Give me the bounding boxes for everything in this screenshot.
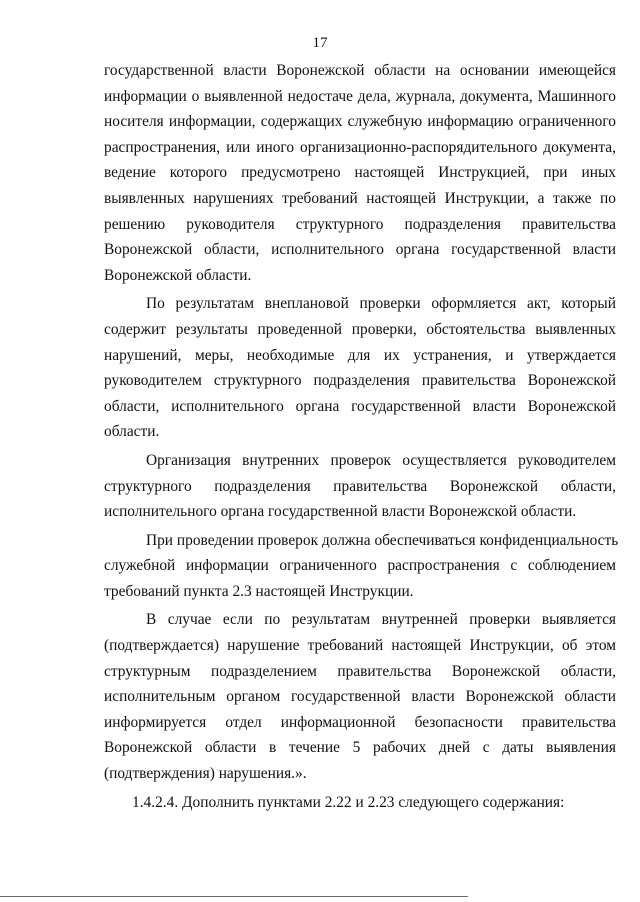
- page-number: 17: [312, 35, 328, 51]
- text-line: Организация внутренних проверок осуществляется руководителем: [146, 451, 616, 469]
- text-line: исполнительным органом государственной власти Воронежской области: [104, 688, 616, 706]
- text-line: (подтверждается) нарушение требований настоящей Инструкции, об этом: [104, 637, 616, 655]
- paragraph-continuation: [104, 58, 616, 288]
- paragraph-amendment: [104, 790, 616, 816]
- text-line: области.: [104, 423, 160, 441]
- text-line: решению руководителя структурного подразделения правительства: [104, 215, 616, 233]
- text-line: нарушений, меры, необходимые для их устранения, и утверждается: [104, 346, 616, 364]
- text-line: При проведении проверок должна обеспечиваться конфиденциальность: [146, 531, 619, 549]
- text-line: руководителем структурного подразделения правительства Воронежской: [104, 372, 616, 390]
- footer-divider: [0, 896, 468, 897]
- text-line: служебной информации ограниченного распространения с соблюдением: [104, 557, 616, 575]
- text-line: информируется отдел информационной безопасности правительства: [104, 713, 616, 731]
- text-line: структурного подразделения правительства Воронежской области,: [104, 477, 616, 495]
- document-body: [104, 58, 619, 815]
- text-line: информации о выявленной недостаче дела, журнала, документа, Машинного: [104, 87, 616, 105]
- paragraph-organization: [104, 448, 616, 525]
- text-line: Воронежской области, исполнительного органа государственной власти: [104, 241, 616, 259]
- text-line: По результатам внеплановой проверки оформляется акт, который: [146, 295, 616, 313]
- paragraph-violation-notice: [104, 607, 616, 786]
- paragraph-confidentiality: [104, 528, 619, 605]
- text-line: (подтверждения) нарушения.».: [104, 765, 307, 783]
- text-line: Воронежской области в течение 5 рабочих дней с даты выявления: [104, 739, 616, 757]
- text-line: Воронежской области.: [104, 266, 252, 284]
- text-line: государственной власти Воронежской области на основании имеющейся: [104, 62, 616, 79]
- text-line: ведение которого предусмотрено настоящей Инструкцией, при иных: [104, 164, 616, 182]
- paragraph-audit-act: [104, 291, 616, 445]
- text-line: содержит результаты проведенной проверки, обстоятельства выявленных: [104, 320, 616, 338]
- text-line: выявленных нарушениях требований настоящей Инструкции, а также по: [104, 189, 616, 207]
- text-line: 1.4.2.4. Дополнить пунктами 2.22 и 2.23 следующего содержания:: [132, 793, 565, 811]
- text-line: распространения, или иного организационно-распорядительного документа,: [104, 138, 616, 156]
- text-line: структурным подразделением правительства Воронежской области,: [104, 662, 616, 680]
- text-line: требований пункта 2.3 настоящей Инструкции.: [104, 582, 414, 600]
- text-line: области, исполнительного органа государственной власти Воронежской: [104, 397, 616, 415]
- text-line: В случае если по результатам внутренней проверки выявляется: [146, 611, 616, 629]
- text-line: исполнительного органа государственной власти Воронежской области.: [104, 503, 577, 521]
- text-line: носителя информации, содержащих служебную информацию ограниченного: [104, 113, 616, 131]
